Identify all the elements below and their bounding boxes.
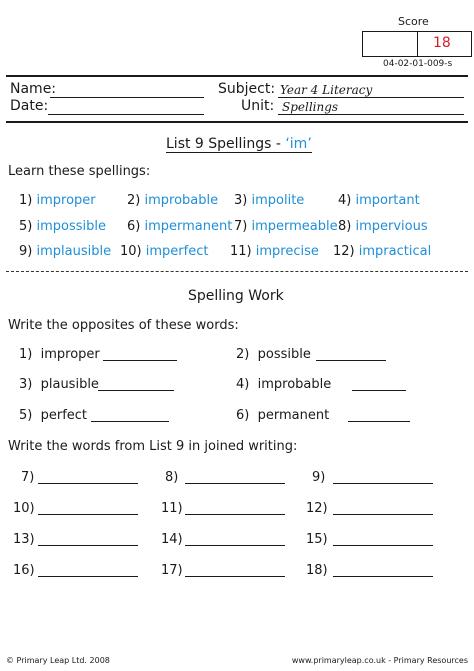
joined-number: 11) bbox=[161, 501, 183, 516]
score-label: Score bbox=[398, 15, 429, 28]
spelling-item: 11) imprecise bbox=[230, 244, 319, 259]
spelling-item: 3) impolite bbox=[234, 193, 305, 208]
joined-line[interactable] bbox=[185, 545, 285, 546]
joined-line[interactable] bbox=[185, 483, 285, 484]
joined-number: 16) bbox=[13, 563, 35, 578]
opposite-word: possible bbox=[257, 347, 311, 362]
spelling-item: 7) impermeable bbox=[234, 219, 338, 234]
footer-copyright: © Primary Leap Ltd. 2008 bbox=[6, 656, 110, 665]
opposite-item: 5) perfect bbox=[19, 408, 88, 423]
opposites-instruction: Write the opposites of these words: bbox=[8, 318, 239, 333]
date-label: Date: bbox=[10, 98, 49, 114]
subject-value: Year 4 Literacy bbox=[280, 83, 373, 97]
answer-line[interactable] bbox=[98, 390, 174, 391]
list-title-pattern: ‘im’ bbox=[285, 136, 312, 152]
opposite-item: 1) improper bbox=[19, 347, 100, 362]
opposite-word: permanent bbox=[257, 408, 330, 423]
joined-number: 9) bbox=[312, 470, 326, 485]
section-divider bbox=[6, 271, 468, 272]
spelling-word: important bbox=[355, 193, 420, 208]
spelling-item: 10) imperfect bbox=[120, 244, 209, 259]
spelling-word: imprecise bbox=[255, 244, 319, 259]
spelling-word: impractical bbox=[358, 244, 432, 259]
spelling-word: implausible bbox=[36, 244, 112, 259]
list-title-prefix: List 9 Spellings - bbox=[166, 136, 286, 152]
joined-number: 14) bbox=[161, 532, 183, 547]
opposite-word: improbable bbox=[257, 377, 332, 392]
spelling-word: impermeable bbox=[251, 219, 338, 234]
header-divider bbox=[6, 121, 468, 123]
unit-label: Unit: bbox=[241, 98, 275, 114]
joined-number: 7) bbox=[21, 470, 35, 485]
opposite-item: 2) possible bbox=[236, 347, 311, 362]
joined-number: 12) bbox=[306, 501, 328, 516]
joined-line[interactable] bbox=[333, 576, 433, 577]
opposite-word: improper bbox=[40, 347, 100, 362]
joined-line[interactable] bbox=[185, 576, 285, 577]
subject-field bbox=[278, 97, 464, 98]
opposite-item: 4) improbable bbox=[236, 377, 332, 392]
joined-instruction: Write the words from List 9 in joined writing: bbox=[8, 439, 298, 454]
spelling-word: improbable bbox=[144, 193, 219, 208]
spelling-item: 8) impervious bbox=[338, 219, 428, 234]
date-field[interactable] bbox=[48, 114, 204, 115]
learn-instruction: Learn these spellings: bbox=[8, 164, 151, 179]
joined-line[interactable] bbox=[185, 514, 285, 515]
joined-number: 8) bbox=[165, 470, 179, 485]
joined-line[interactable] bbox=[38, 483, 138, 484]
joined-line[interactable] bbox=[38, 576, 138, 577]
spelling-word: imperfect bbox=[145, 244, 209, 259]
opposite-item: 6) permanent bbox=[236, 408, 330, 423]
unit-field bbox=[278, 114, 464, 115]
joined-number: 15) bbox=[306, 532, 328, 547]
opposite-item: 3) plausible bbox=[19, 377, 99, 392]
spelling-item: 9) implausible bbox=[19, 244, 112, 259]
name-field[interactable] bbox=[50, 97, 204, 98]
joined-line[interactable] bbox=[333, 483, 433, 484]
unit-value: Spellings bbox=[282, 100, 339, 114]
joined-number: 13) bbox=[13, 532, 35, 547]
joined-line[interactable] bbox=[38, 514, 138, 515]
spelling-word: impossible bbox=[36, 219, 106, 234]
worksheet-code: 04-02-01-009-s bbox=[383, 59, 453, 69]
answer-line[interactable] bbox=[352, 390, 406, 391]
name-label: Name: bbox=[10, 81, 57, 97]
joined-number: 17) bbox=[161, 563, 183, 578]
answer-line[interactable] bbox=[91, 421, 169, 422]
spelling-word: improper bbox=[36, 193, 96, 208]
footer-website: www.primaryleap.co.uk - Primary Resources bbox=[291, 656, 468, 665]
list-title bbox=[166, 136, 312, 153]
answer-line[interactable] bbox=[316, 360, 386, 361]
spelling-item: 5) impossible bbox=[19, 219, 106, 234]
subject-label: Subject: bbox=[218, 81, 276, 97]
spelling-word: impervious bbox=[355, 219, 428, 234]
spelling-item: 2) improbable bbox=[127, 193, 219, 208]
spelling-item: 4) important bbox=[338, 193, 420, 208]
spelling-item: 1) improper bbox=[19, 193, 96, 208]
spelling-work-title: Spelling Work bbox=[188, 288, 284, 304]
spelling-word: impermanent bbox=[144, 219, 233, 234]
joined-line[interactable] bbox=[333, 545, 433, 546]
answer-line[interactable] bbox=[348, 421, 410, 422]
opposite-word: perfect bbox=[40, 408, 88, 423]
spelling-word: impolite bbox=[251, 193, 305, 208]
score-value: 18 bbox=[433, 35, 451, 51]
top-divider bbox=[6, 75, 468, 77]
joined-number: 18) bbox=[306, 563, 328, 578]
spelling-item: 12) impractical bbox=[333, 244, 432, 259]
score-box bbox=[362, 31, 472, 57]
joined-line[interactable] bbox=[38, 545, 138, 546]
spelling-item: 6) impermanent bbox=[127, 219, 233, 234]
answer-line[interactable] bbox=[103, 360, 177, 361]
opposite-word: plausible bbox=[40, 377, 99, 392]
joined-line[interactable] bbox=[333, 514, 433, 515]
joined-number: 10) bbox=[13, 501, 35, 516]
